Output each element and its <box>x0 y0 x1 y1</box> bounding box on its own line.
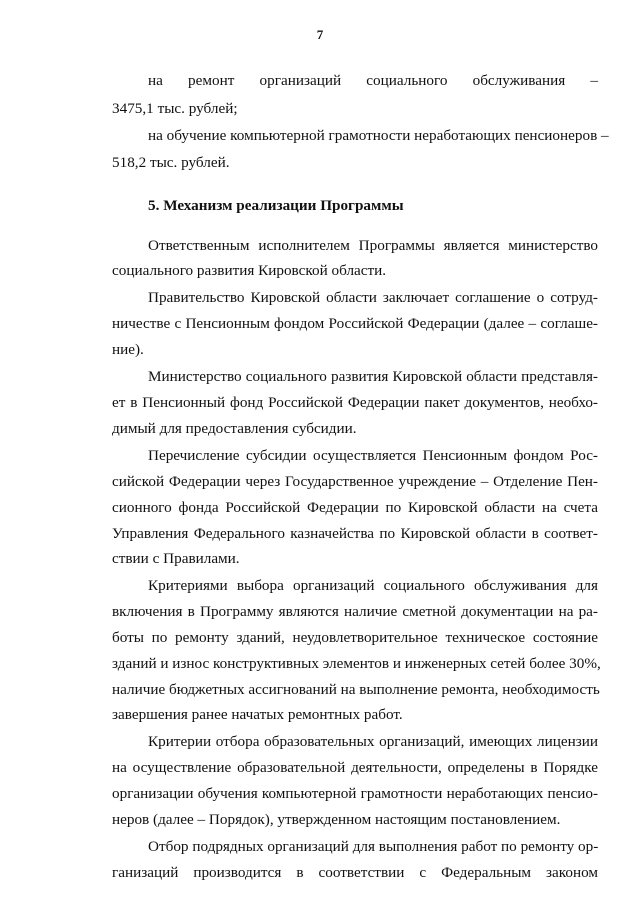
text-line: Управления Федерального казначейства по Кировской области в соответ- <box>112 525 598 542</box>
text-line: на осуществление образовательной деятельности, определены в Порядке <box>112 759 598 776</box>
text-line: ние). <box>112 341 144 358</box>
text-line: боты по ремонту зданий, неудовлетворительное техническое состояние <box>112 629 598 646</box>
text-line: 518,2 тыс. рублей. <box>112 154 230 171</box>
text-line: Перечисление субсидии осуществляется Пенсионным фондом Рос- <box>148 447 598 464</box>
text-line: ет в Пенсионный фонд Российской Федерации пакет документов, необхо- <box>112 394 598 411</box>
text-line: на ремонт организаций социального обслуживания – <box>148 72 598 89</box>
text-line: Критерии отбора образовательных организаций, имеющих лицензии <box>148 733 598 750</box>
text-line: организации обучения компьютерной грамотности неработающих пенсио- <box>112 785 598 802</box>
page-number: 7 <box>316 27 324 42</box>
text-line: 3475,1 тыс. рублей; <box>112 100 238 117</box>
text-line: завершения ранее начатых ремонтных работ. <box>112 706 403 723</box>
text-line: Ответственным исполнителем Программы является министерство <box>148 237 598 254</box>
text-line: Отбор подрядных организаций для выполнения работ по ремонту ор- <box>148 838 599 855</box>
text-line: ствии с Правилами. <box>112 550 240 567</box>
text-line: Правительство Кировской области заключает соглашение о сотруд- <box>148 289 598 306</box>
text-line: сийской Федерации через Государственное учреждение – Отделение Пен- <box>112 473 598 490</box>
text-line: Министерство социального развития Кировской области представля- <box>148 368 598 385</box>
text-line: на обучение компьютерной грамотности неработающих пенсионеров – <box>148 127 609 144</box>
text-line: сионного фонда Российской Федерации по Кировской области на счета <box>112 499 598 516</box>
text-line: зданий и износ конструктивных элементов и инженерных сетей более 30%, <box>112 655 601 672</box>
text-line: социального развития Кировской области. <box>112 262 387 279</box>
text-line: включения в Программу являются наличие сметной документации на ра- <box>112 603 598 620</box>
text-line: неров (далее – Порядок), утвержденном настоящим постановлением. <box>112 811 561 828</box>
text-line: ганизаций производится в соответствии с Федеральным законом <box>112 864 598 881</box>
text-line: Критериями выбора организаций социального обслуживания для <box>148 577 598 594</box>
text-line: димый для предоставления субсидии. <box>112 420 357 437</box>
section-heading: 5. Механизм реализации Программы <box>148 197 404 214</box>
text-line: ничестве с Пенсионным фондом Российской Федерации (далее – соглаше- <box>112 315 598 332</box>
text-line: наличие бюджетных ассигнований на выполнение ремонта, необходимость <box>112 681 600 698</box>
